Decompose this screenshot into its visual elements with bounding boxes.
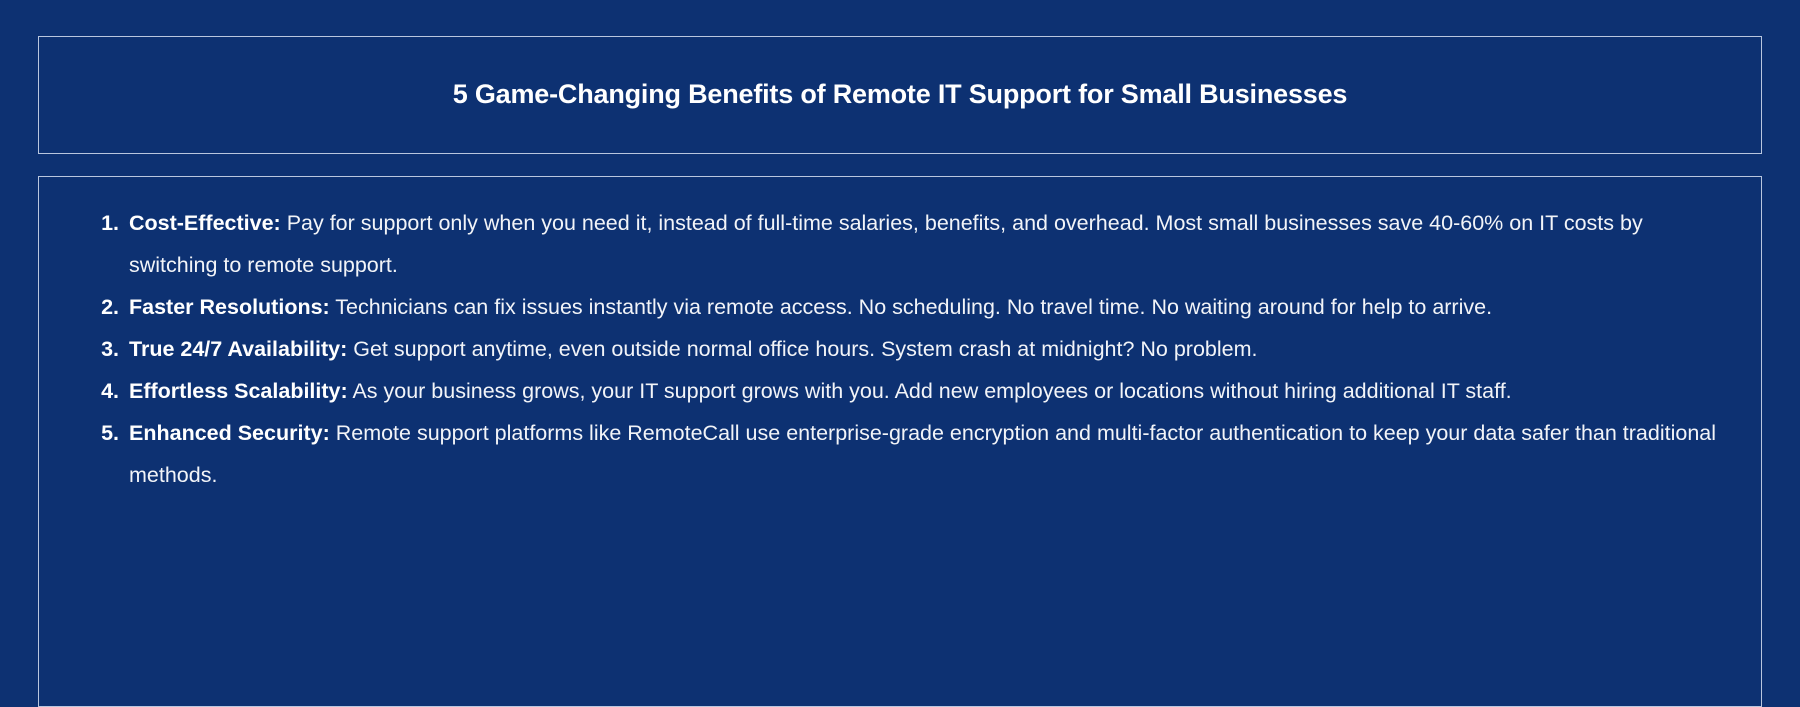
benefits-card <box>38 176 1762 707</box>
benefit-term: Cost-Effective: <box>129 211 281 235</box>
benefit-term: Faster Resolutions: <box>129 294 330 319</box>
benefit-description: Pay for support only when you need it, instead of full-time salaries, benefits, and overhead. Most small businesses save 40-60% on IT costs by switching to remote support. <box>129 211 1643 277</box>
benefit-term: Effortless Scalability: <box>129 378 348 403</box>
benefit-description: As your business grows, your IT support grows with you. Add new employees or locations without hiring additional IT staff. <box>347 378 1512 403</box>
list-item <box>125 329 1727 371</box>
benefit-description: Get support anytime, even outside normal office hours. System crash at midnight? No problem. <box>347 336 1258 361</box>
title-card <box>38 36 1762 154</box>
benefit-term: Enhanced Security: <box>129 420 330 445</box>
benefits-list <box>73 203 1727 496</box>
list-item <box>125 413 1727 497</box>
benefit-description: Remote support platforms like RemoteCall use enterprise-grade encryption and multi-factor authentication to keep your data safer than traditional methods. <box>129 420 1717 487</box>
benefit-description: Technicians can fix issues instantly via remote access. No scheduling. No travel time. No waiting around for help to arrive. <box>329 294 1493 319</box>
list-item <box>125 371 1727 413</box>
list-item <box>125 203 1727 287</box>
page-title: 5 Game-Changing Benefits of Remote IT Support for Small Businesses <box>452 79 1348 110</box>
benefit-term: True 24/7 Availability: <box>129 336 348 361</box>
list-item <box>125 287 1727 329</box>
